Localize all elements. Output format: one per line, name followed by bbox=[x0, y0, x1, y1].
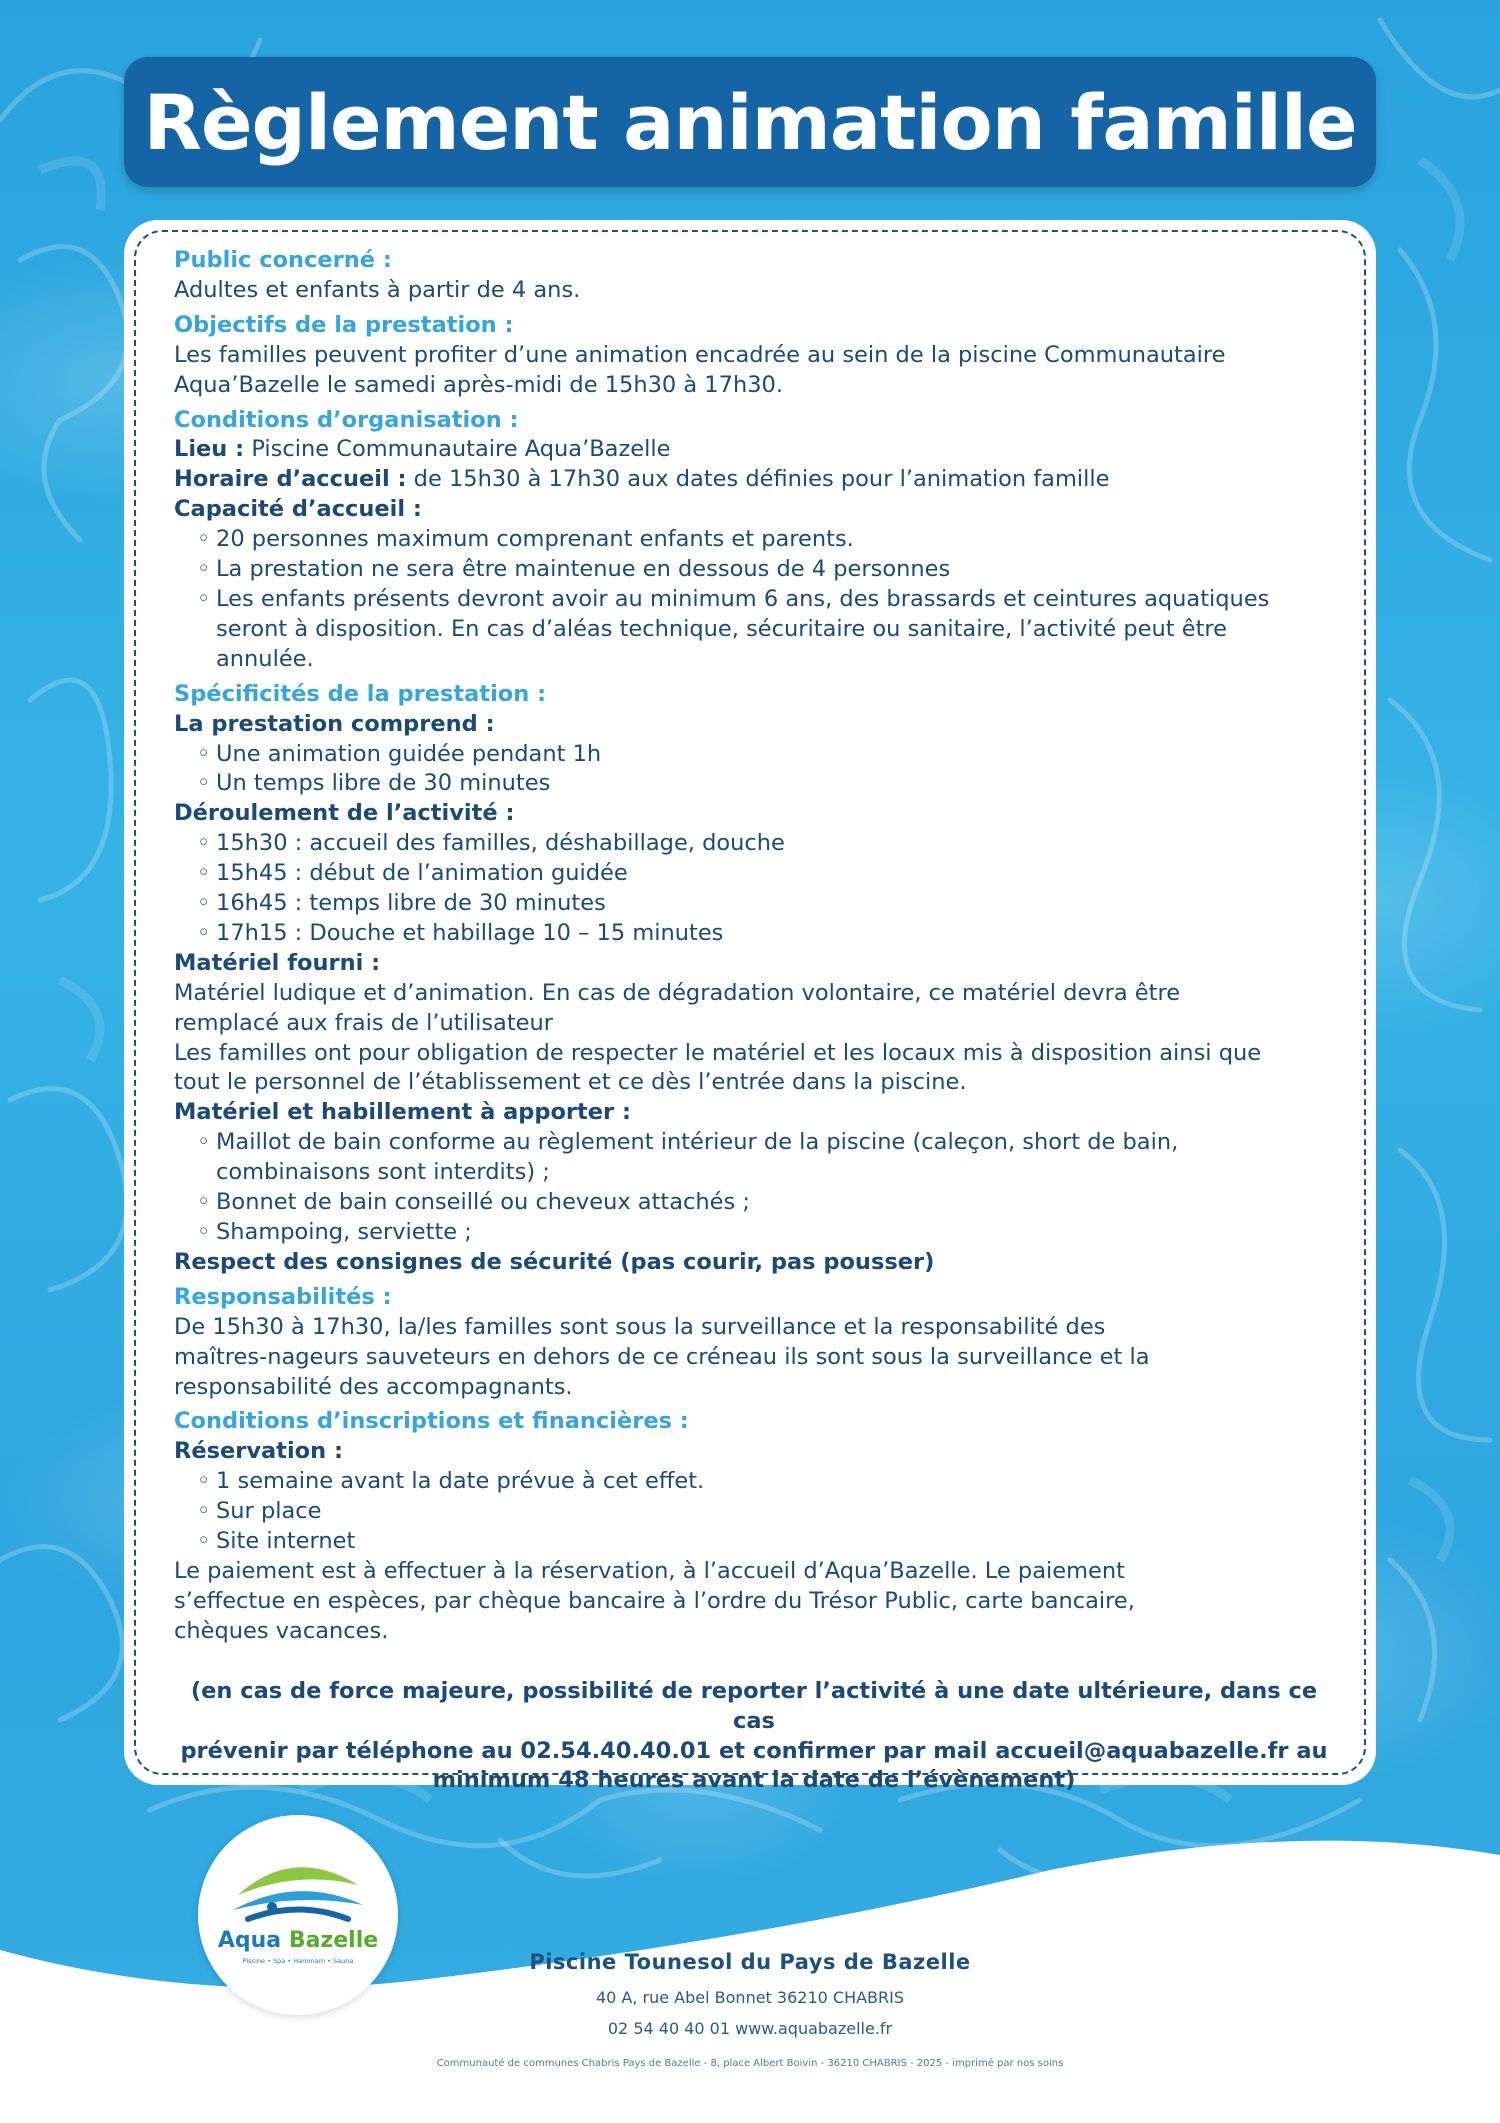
consignes-text: Respect des consignes de sécurité (pas courir, pas pousser) bbox=[174, 1248, 935, 1275]
rules-card bbox=[124, 220, 1376, 1794]
logo-wordmark: Aqua Bazelle bbox=[217, 1928, 379, 1953]
materiel-line: tout le personnel de l’établissement et ce dès l’entrée dans la piscine. bbox=[174, 1069, 967, 1096]
page-title: Règlement animation famille bbox=[143, 77, 1357, 167]
lieu-label: Lieu : bbox=[174, 436, 245, 463]
list-item: ◦ La prestation ne sera être maintenue en dessous de 4 personnes bbox=[174, 555, 1334, 585]
apporter-label: Matériel et habillement à apporter : bbox=[174, 1099, 631, 1126]
comprend-label: La prestation comprend : bbox=[174, 710, 495, 737]
objectifs-heading: Objectifs de la prestation : bbox=[174, 311, 514, 338]
materiel-label: Matériel fourni : bbox=[174, 949, 381, 976]
reservation-label: Réservation : bbox=[174, 1438, 343, 1465]
force-majeure-note bbox=[174, 1677, 1334, 1797]
list-item: ◦ 1 semaine avant la date prévue à cet effet. bbox=[174, 1467, 1334, 1497]
footer-contact: 02 54 40 40 01 www.aquabazelle.fr bbox=[607, 2019, 893, 2038]
logo-tagline: Piscine • Spa • Hammam • Sauna bbox=[242, 1957, 354, 1965]
organisation-heading: Conditions d’organisation : bbox=[174, 406, 519, 433]
responsabilites-heading: Responsabilités : bbox=[174, 1283, 392, 1310]
apporter-list bbox=[174, 1128, 1334, 1248]
list-item: ◦ 15h30 : accueil des familles, déshabillage, douche bbox=[174, 829, 1334, 859]
list-item: ◦ 16h45 : temps libre de 30 minutes bbox=[174, 889, 1334, 919]
horaire-value: de 15h30 à 17h30 aux dates définies pour l’animation famille bbox=[406, 466, 1110, 493]
objectifs-line: Aqua’Bazelle le samedi après-midi de 15h30 à 17h30. bbox=[174, 371, 783, 398]
horaire-line bbox=[174, 465, 1334, 495]
item-line: Les enfants présents devront avoir au minimum 6 ans, des brassards et ceintures aquatiques bbox=[216, 585, 1270, 612]
footer-legal: Communauté de communes Chabris Pays de Bazelle - 8, place Albert Boivin - 36210 CHABRIS - 2025 - imprimé par nos soins bbox=[436, 2058, 1064, 2069]
footer-name: Piscine Tounesol du Pays de Bazelle bbox=[529, 1950, 971, 1974]
deroulement-list bbox=[174, 829, 1334, 949]
capacite-label: Capacité d’accueil : bbox=[174, 496, 422, 523]
inscriptions-heading: Conditions d’inscriptions et financières : bbox=[174, 1408, 689, 1435]
list-item: ◦ Bonnet de bain conseillé ou cheveux attachés ; bbox=[174, 1188, 1334, 1218]
materiel-line: Matériel ludique et d’animation. En cas de dégradation volontaire, ce matériel devra être bbox=[174, 979, 1181, 1006]
objectifs-line: Les familles peuvent profiter d’une animation encadrée au sein de la piscine Communautaire bbox=[174, 341, 1226, 368]
paiement-line: Le paiement est à effectuer à la réservation, à l’accueil d’Aqua’Bazelle. Le paiement bbox=[174, 1557, 1125, 1584]
title-banner bbox=[124, 57, 1376, 187]
item-line: combinaisons sont interdits) ; bbox=[216, 1159, 550, 1186]
materiel-line: Les familles ont pour obligation de respecter le matériel et les locaux mis à disposition ainsi que bbox=[174, 1039, 1262, 1066]
item-line: Maillot de bain conforme au règlement intérieur de la piscine (caleçon, short de bain, bbox=[216, 1129, 1179, 1156]
list-item bbox=[174, 1128, 1334, 1188]
note-line: minimum 48 heures avant la date de l’évènement) bbox=[432, 1767, 1076, 1794]
rules-content bbox=[174, 246, 1334, 1796]
paiement-line: s’effectue en espèces, par chèque bancaire à l’ordre du Trésor Public, carte bancaire, bbox=[174, 1587, 1135, 1614]
list-item: ◦ 20 personnes maximum comprenant enfants et parents. bbox=[174, 525, 1334, 555]
list-item: ◦ Une animation guidée pendant 1h bbox=[174, 740, 1334, 770]
comprend-list bbox=[174, 740, 1334, 800]
materiel-line: remplacé aux frais de l’utilisateur bbox=[174, 1009, 554, 1036]
list-item bbox=[174, 585, 1334, 675]
responsabilites-line: De 15h30 à 17h30, la/les familles sont sous la surveillance et la responsabilité des bbox=[174, 1313, 1106, 1340]
list-item: ◦ Sur place bbox=[174, 1497, 1334, 1527]
paiement-line: chèques vacances. bbox=[174, 1617, 389, 1644]
list-item: ◦ Shampoing, serviette ; bbox=[174, 1218, 1334, 1248]
footer bbox=[0, 1950, 1500, 2069]
item-line: annulée. bbox=[216, 645, 314, 672]
list-item: ◦ 15h45 : début de l’animation guidée bbox=[174, 859, 1334, 889]
note-line: prévenir par téléphone au 02.54.40.40.01 et confirmer par mail accueil@aquabazelle.fr au bbox=[180, 1737, 1328, 1764]
list-item: ◦ Site internet bbox=[174, 1527, 1334, 1557]
horaire-label: Horaire d’accueil : bbox=[174, 466, 407, 493]
list-item: ◦ 17h15 : Douche et habillage 10 – 15 minutes bbox=[174, 919, 1334, 949]
deroulement-label: Déroulement de l’activité : bbox=[174, 800, 515, 827]
item-line: seront à disposition. En cas d’aléas technique, sécuritaire ou sanitaire, l’activité peut être bbox=[216, 615, 1227, 642]
list-item: ◦ Un temps libre de 30 minutes bbox=[174, 769, 1334, 799]
lieu-line bbox=[174, 435, 1334, 465]
public-text: Adultes et enfants à partir de 4 ans. bbox=[174, 276, 581, 303]
lieu-value: Piscine Communautaire Aqua’Bazelle bbox=[244, 436, 671, 463]
capacite-list bbox=[174, 525, 1334, 675]
note-line: (en cas de force majeure, possibilité de reporter l’activité à une date ultérieure, dans ce cas bbox=[190, 1677, 1318, 1734]
responsabilites-line: maîtres-nageurs sauveteurs en dehors de ce créneau ils sont sous la surveillance et la bbox=[174, 1343, 1150, 1370]
responsabilites-line: responsabilité des accompagnants. bbox=[174, 1373, 573, 1400]
reservation-list bbox=[174, 1467, 1334, 1557]
public-heading: Public concerné : bbox=[174, 247, 392, 273]
specificites-heading: Spécificités de la prestation : bbox=[174, 680, 547, 707]
footer-address: 40 A, rue Abel Bonnet 36210 CHABRIS bbox=[595, 1988, 905, 2007]
